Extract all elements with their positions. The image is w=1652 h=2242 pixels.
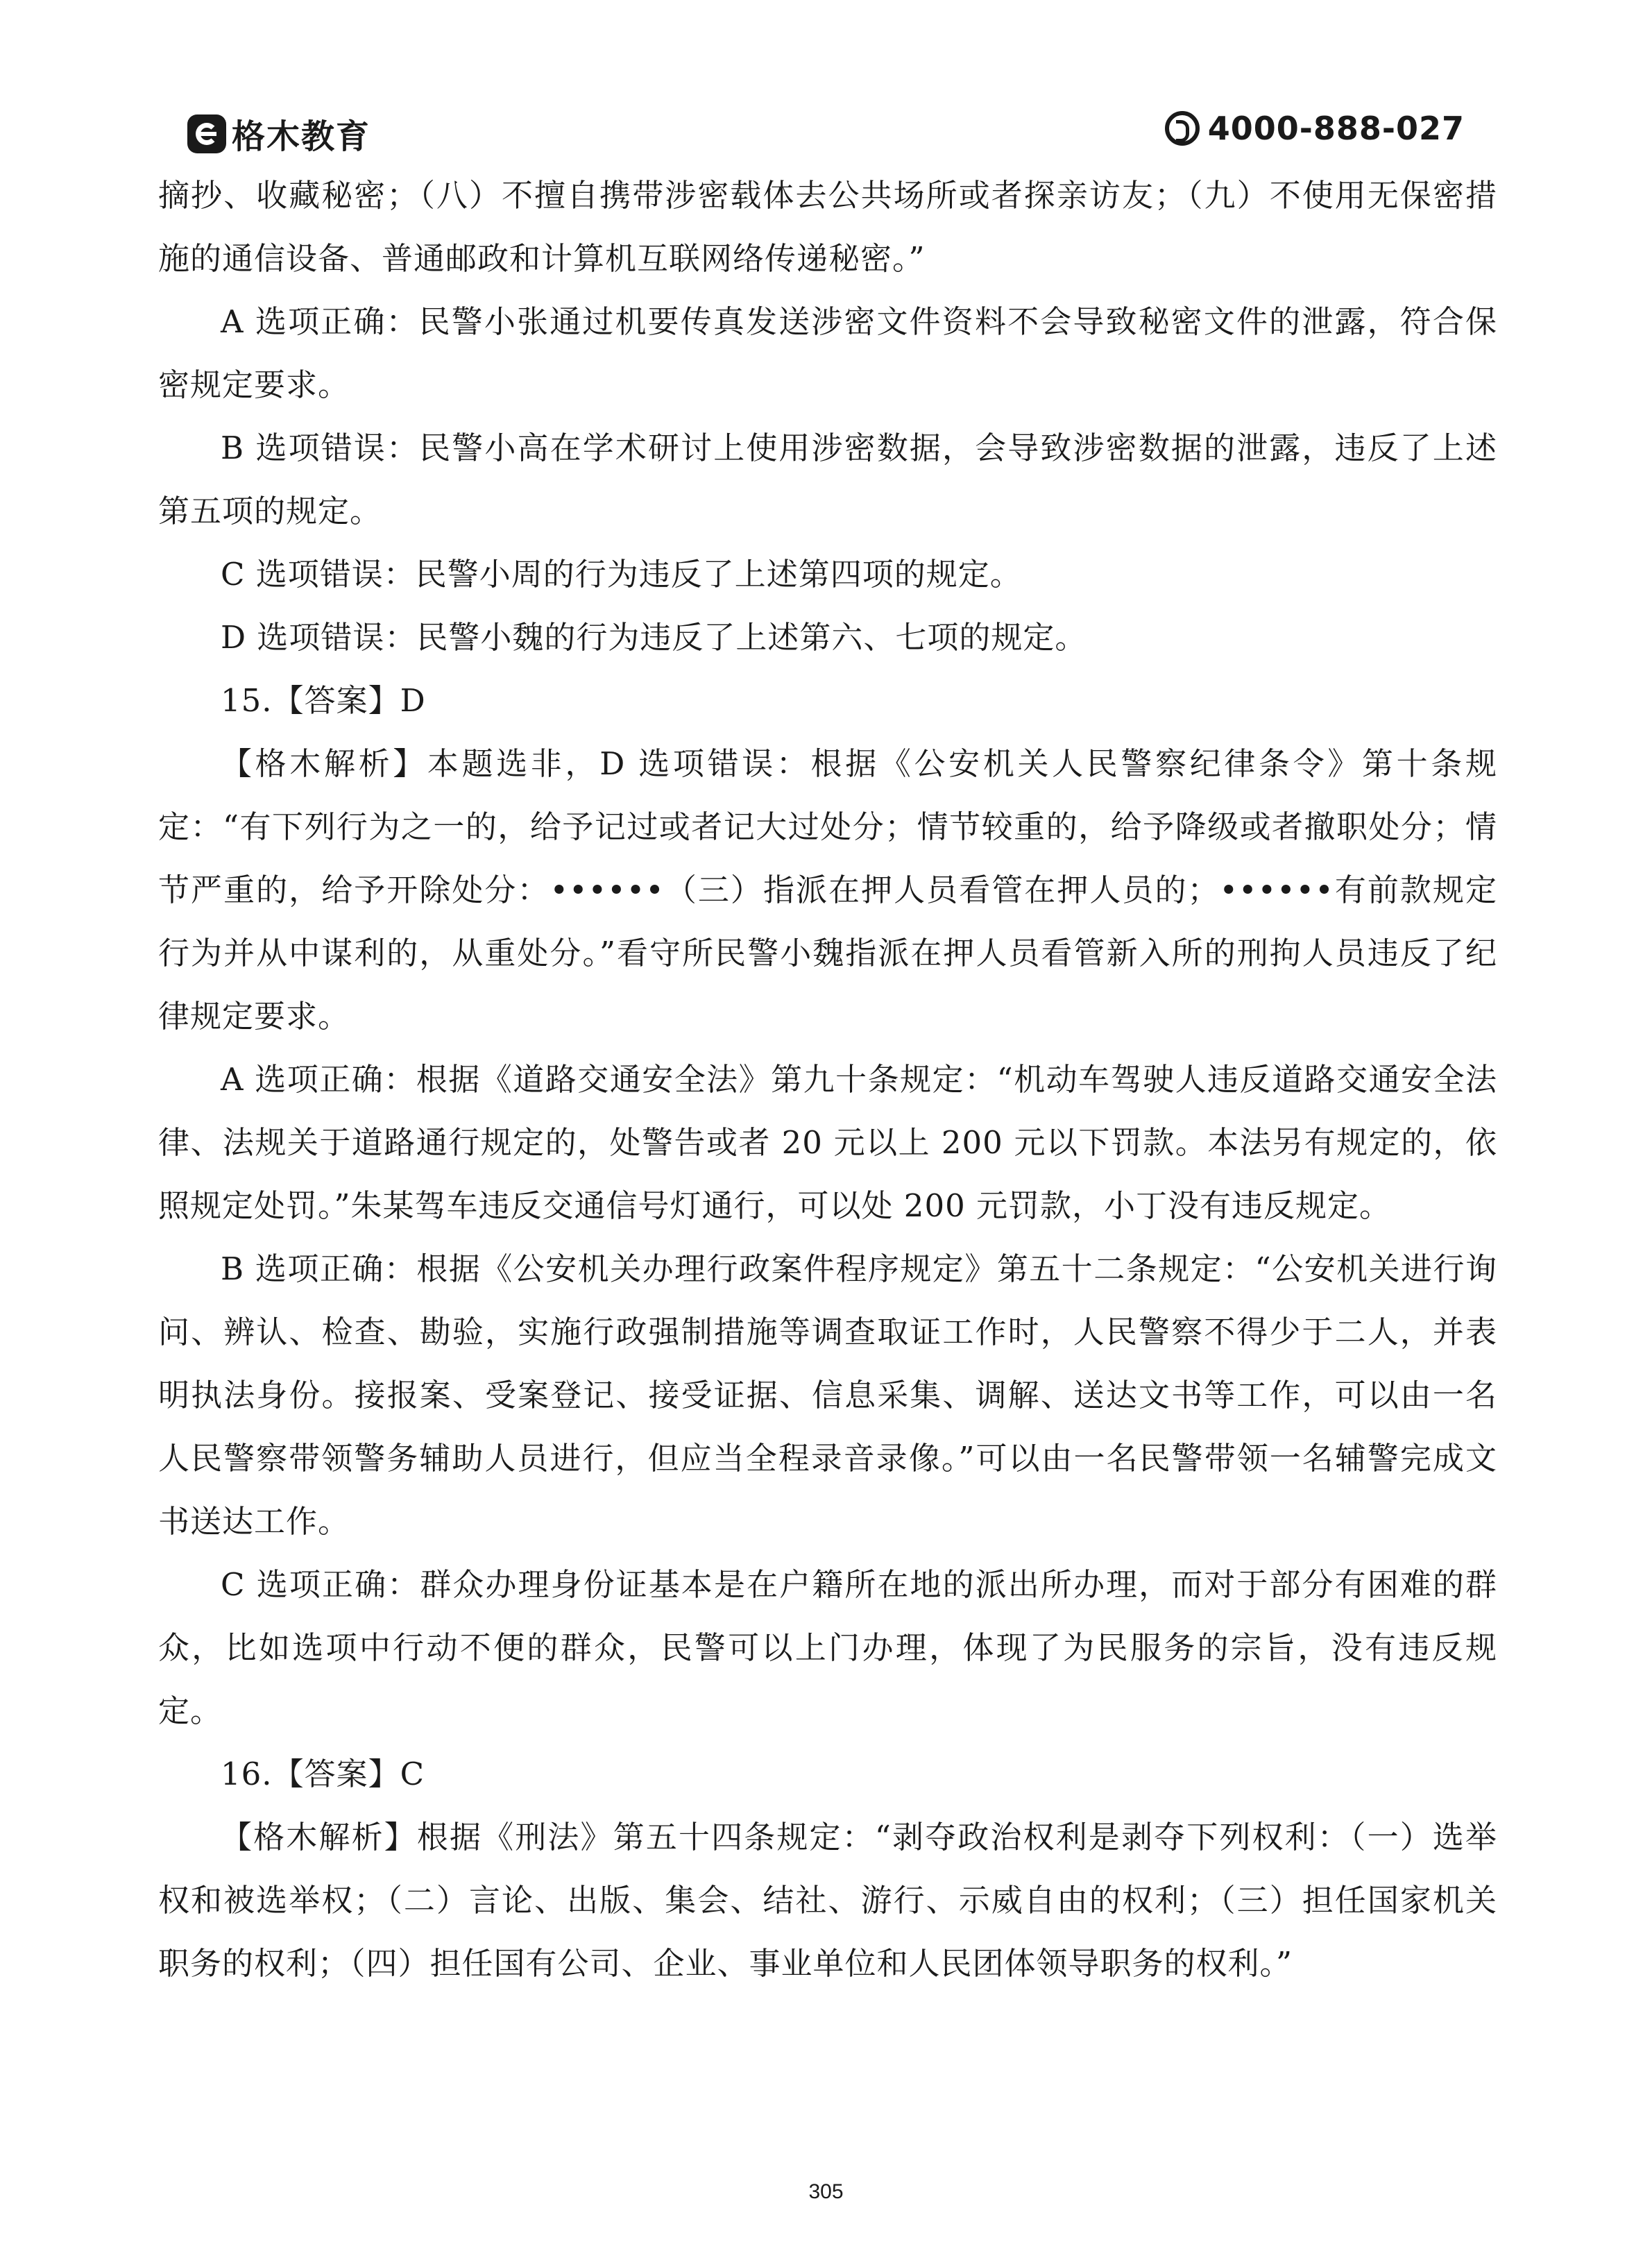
- paragraph: B 选项错误：民警小高在学术研讨上使用涉密数据，会导致涉密数据的泄露，违反了上述第五项的规定。: [158, 430, 1497, 529]
- hotline-number: 4000-888-027: [1207, 110, 1465, 147]
- brand: [187, 110, 371, 158]
- hotline: [1165, 110, 1465, 147]
- brand-logo-icon: [187, 114, 226, 153]
- document-body: [158, 164, 1497, 1995]
- paragraph: B 选项正确：根据《公安机关办理行政案件程序规定》第五十二条规定：“公安机关进行询问、辨认、检查、勘验，实施行政强制措施等调查取证工作时，人民警察不得少于二人，并表明执法身份。接报案、受案登记、接受证据、信息采集、调解、送达文书等工作，可以由一名人民警察带领警务辅助人员进行，但应当全程录音录像。”可以由一名民警带领一名辅警完成文书送达工作。: [158, 1250, 1497, 1540]
- paragraph: A 选项正确：根据《道路交通安全法》第九十条规定：“机动车驾驶人违反道路交通安全法律、法规关于道路通行规定的，处警告或者 20 元以上 200 元以下罚款。本法另有规定的，依照规定处罚。”朱某驾车违反交通信号灯通行，可以处 200 元罚款，小丁没有违反规定。: [158, 1061, 1497, 1224]
- answer-heading: 15.【答案】D: [221, 682, 426, 719]
- paragraph: 【格木解析】本题选非，D 选项错误：根据《公安机关人民警察纪律条令》第十条规定：“有下列行为之一的，给予记过或者记大过处分；情节较重的，给予降级或者撤职处分；情节严重的，给予开除处分：••••••（三）指派在押人员看管在押人员的；••••••有前款规定行为并从中谋利的，从重处分。”看守所民警小魏指派在押人员看管新入所的刑拘人员违反了纪律规定要求。: [158, 745, 1497, 1035]
- paragraph: D 选项错误：民警小魏的行为违反了上述第六、七项的规定。: [221, 619, 1087, 656]
- paragraph: 摘抄、收藏秘密；（八）不擅自携带涉密载体去公共场所或者探亲访友；（九）不使用无保密措施的通信设备、普通邮政和计算机互联网络传递秘密。”: [158, 177, 1497, 277]
- page-number: 305: [808, 2180, 844, 2203]
- paragraph: C 选项正确：群众办理身份证基本是在户籍所在地的派出所办理，而对于部分有困难的群众，比如选项中行动不便的群众，民警可以上门办理，体现了为民服务的宗旨，没有违反规定。: [158, 1566, 1497, 1729]
- paragraph: 【格木解析】根据《刑法》第五十四条规定：“剥夺政治权利是剥夺下列权利：（一）选举权和被选举权；（二）言论、出版、集会、结社、游行、示威自由的权利；（三）担任国家机关职务的权利；（四）担任国有公司、企业、事业单位和人民团体领导职务的权利。”: [158, 1819, 1497, 1982]
- paragraph: C 选项错误：民警小周的行为违反了上述第四项的规定。: [221, 556, 1022, 593]
- page-header: [187, 104, 1465, 160]
- answer-heading: 16.【答案】C: [221, 1756, 425, 1792]
- brand-name: 格木教育: [232, 117, 371, 156]
- phone-icon: [1165, 111, 1200, 146]
- paragraph: A 选项正确：民警小张通过机要传真发送涉密文件资料不会导致秘密文件的泄露，符合保密规定要求。: [158, 303, 1497, 403]
